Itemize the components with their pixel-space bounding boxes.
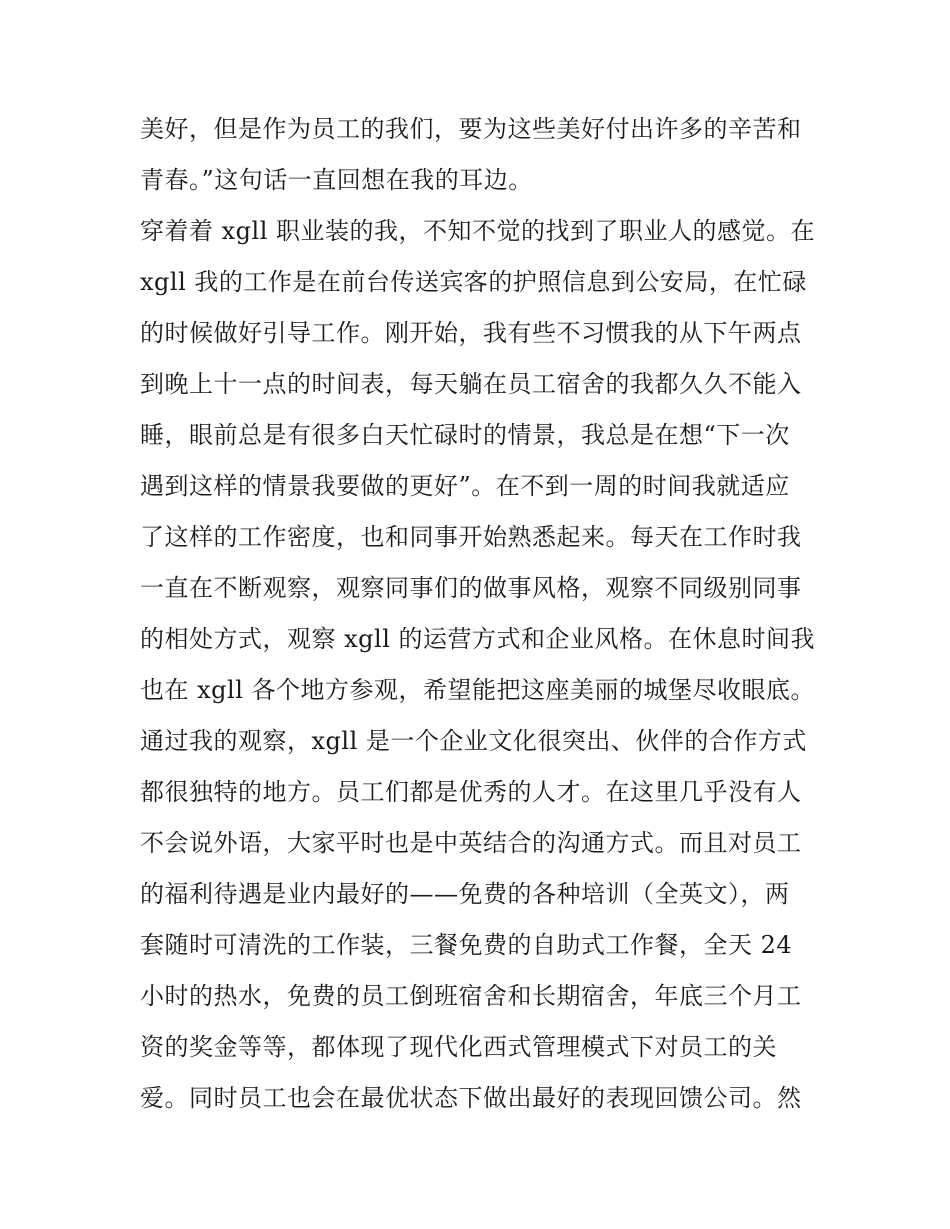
text-line: 一直在不断观察，观察同事们的做事风格，观察不同级别同事 xyxy=(140,574,802,602)
text-line: 资的奖金等等，都体现了现代化西式管理模式下对员工的关 xyxy=(140,1033,777,1061)
text-line: 到晚上十一点的时间表，每天躺在员工宿舍的我都久久不能入 xyxy=(140,370,802,398)
text-line: xgll 我的工作是在前台传送宾客的护照信息到公安局，在忙碌 xyxy=(140,268,807,296)
text-line: 也在 xgll 各个地方参观，希望能把这座美丽的城堡尽收眼底。 xyxy=(140,676,816,704)
text-line: 了这样的工作密度，也和同事开始熟悉起来。每天在工作时我 xyxy=(140,523,802,551)
text-line: 睡，眼前总是有很多白天忙碌时的情景，我总是在想“下一次 xyxy=(140,421,790,449)
text-line: 小时的热水，免费的员工倒班宿舍和长期宿舍，年底三个月工 xyxy=(140,982,802,1010)
text-line: 不会说外语，大家平时也是中英结合的沟通方式。而且对员工 xyxy=(140,829,802,857)
text-line: 通过我的观察，xgll 是一个企业文化很突出、伙伴的合作方式 xyxy=(140,727,807,755)
text-line: 都很独特的地方。员工们都是优秀的人才。在这里几乎没有人 xyxy=(140,778,802,806)
body-text xyxy=(140,104,830,1124)
text-line: 穿着着 xgll 职业装的我，不知不觉的找到了职业人的感觉。在 xyxy=(140,217,816,245)
text-line: 美好，但是作为员工的我们，要为这些美好付出许多的辛苦和 xyxy=(140,115,802,143)
text-line: 套随时可清洗的工作装，三餐免费的自助式工作餐，全天 24 xyxy=(140,931,793,959)
text-line: 的福利待遇是业内最好的——免费的各种培训（全英文），两 xyxy=(140,880,790,908)
text-line: 爱。同时员工也会在最优状态下做出最好的表现回馈公司。然 xyxy=(140,1084,802,1112)
text-line: 的时候做好引导工作。刚开始，我有些不习惯我的从下午两点 xyxy=(140,319,802,347)
text-line: 青春。”这句话一直回想在我的耳边。 xyxy=(140,166,533,194)
text-line: 遇到这样的情景我要做的更好”。在不到一周的时间我就适应 xyxy=(140,472,790,500)
text-line: 的相处方式，观察 xgll 的运营方式和企业风格。在休息时间我 xyxy=(140,625,816,653)
